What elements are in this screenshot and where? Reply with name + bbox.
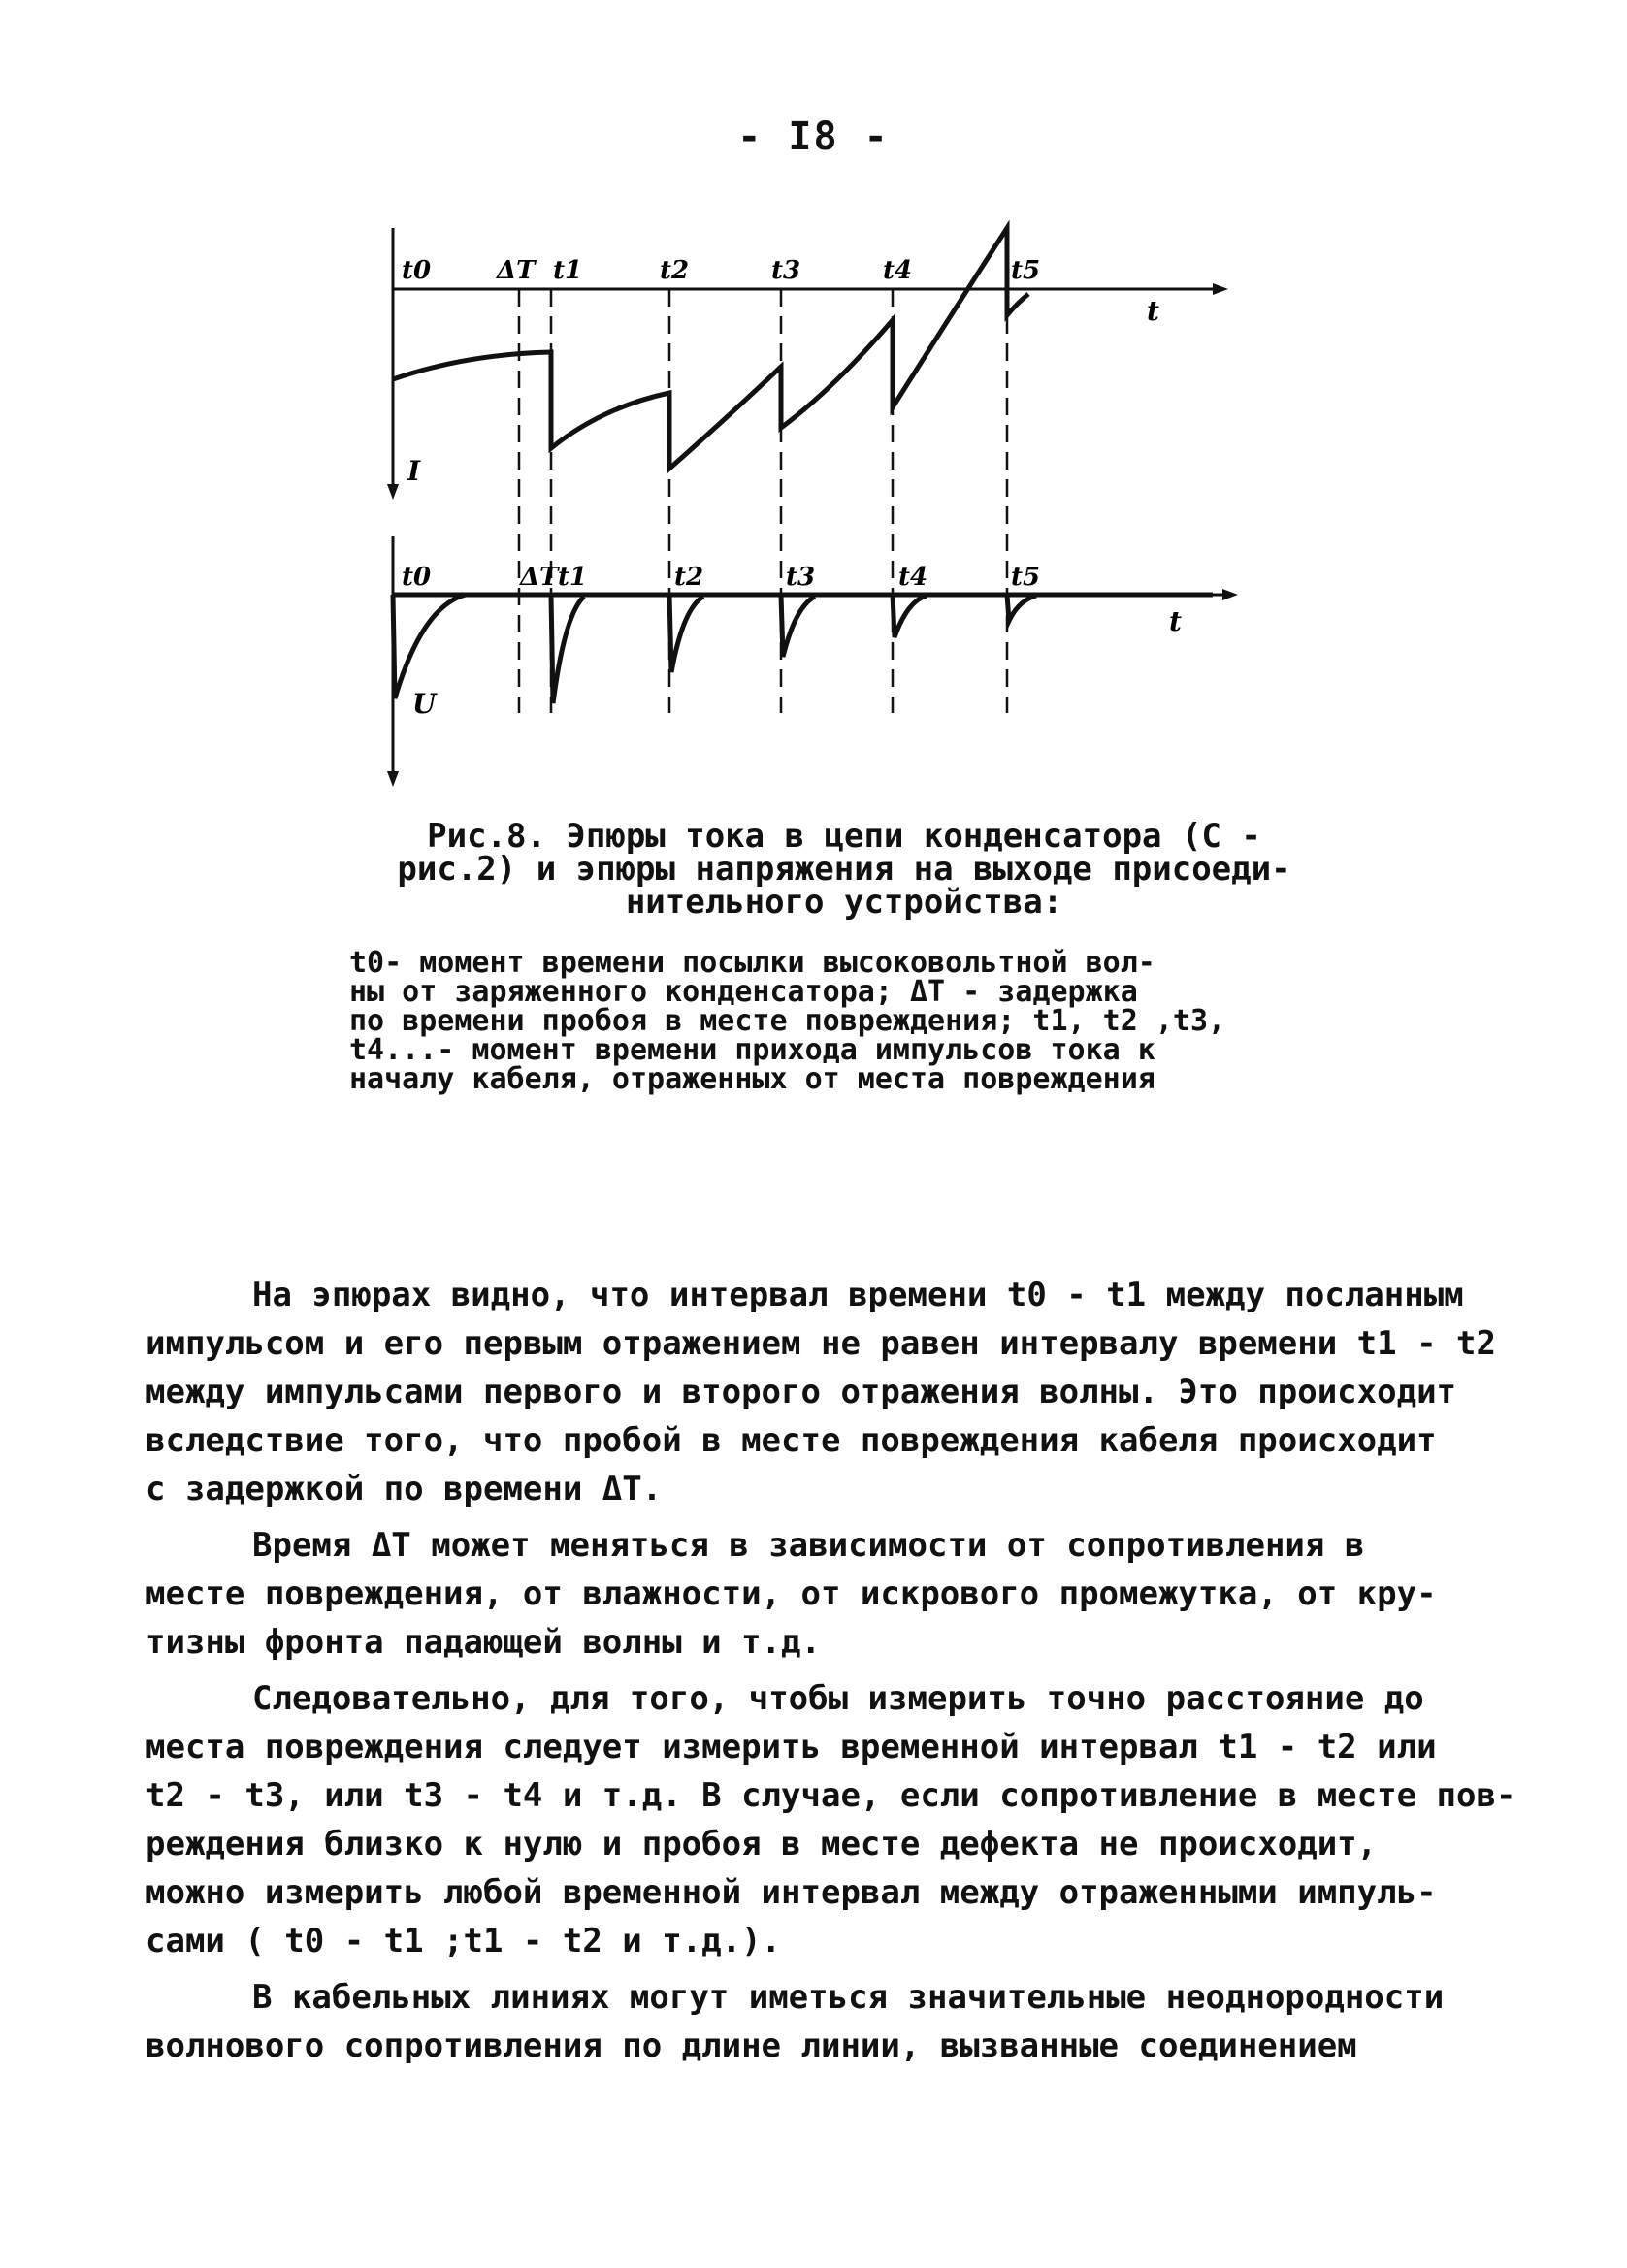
body-line: Следовательно, для того, чтобы измерить точно расстояние до [252,1679,1424,1718]
lower-label-t4: t4 [898,563,928,592]
caption-title-line: нительного устройства: [625,883,1063,922]
current-waveform [393,228,1028,469]
upper-label-t0: t0 [402,256,432,285]
body-line: места повреждения следует измерить временной интервал t1 - t2 или [146,1728,1437,1766]
legend-line: t4...- момент времени прихода импульсов тока к [349,1033,1155,1067]
lower-label-dt: ΔT [520,563,559,592]
voltage-pulse-t2 [669,595,703,672]
body-line: В кабельных линиях могут иметься значительные неоднородности [252,1978,1445,2017]
body-line: импульсом и его первым отражением не равен интервалу времени t1 - t2 [146,1324,1496,1363]
upper-time-arrow [1213,283,1228,295]
lower-time-arrow [1222,589,1238,600]
caption-title-line: рис.2) и эпюры напряжения на выходе присоеди- [397,850,1291,889]
voltage-pulse-t5 [1007,595,1036,621]
lower-label-t0: t0 [402,563,432,592]
upper-current-diagram [387,228,1228,713]
lower-voltage-diagram [387,536,1238,787]
lower-label-t5: t5 [1011,563,1041,592]
voltage-pulse-t1 [551,595,584,703]
upper-label-dt: ΔT [497,256,536,285]
body-line: между импульсами первого и второго отражения волны. Это происходит [146,1373,1457,1411]
body-line: Время ΔT может меняться в зависимости от сопротивления в [252,1526,1365,1565]
body-line: можно измерить любой временной интервал между отраженными импуль- [146,1873,1437,1912]
lower-label-t3: t3 [786,563,816,592]
body-line: с задержкой по времени ΔT. [146,1470,663,1508]
upper-dashed-markers [519,289,1007,713]
body-line: реждения близко к нулю и пробоя в месте дефекта не происходит, [146,1825,1378,1863]
upper-label-t4: t4 [883,256,913,285]
upper-label-t5: t5 [1011,256,1041,285]
caption-title [349,817,1339,922]
caption-legend [349,946,1319,1096]
figure-caption [349,817,1339,922]
body-line: сами ( t0 - t1 ;t1 - t2 и т.д.). [146,1922,782,1960]
legend-line: ны от заряженного конденсатора; ΔT - задержка [349,975,1138,1009]
body-line: волнового сопротивления по длине линии, вызванные соединением [146,2026,1357,2065]
lower-label-t2: t2 [674,563,704,592]
voltage-axis-arrow [387,771,399,787]
upper-label-t1: t1 [553,256,583,285]
legend-line: по времени пробоя в месте повреждения; t1, t2 ,t3, [349,1004,1226,1038]
upper-label-t3: t3 [771,256,801,285]
voltage-pulse-t0 [393,595,466,698]
body-text [146,1271,1516,2070]
upper-axis-t-label: t [1147,295,1159,327]
voltage-axis-label: U [412,688,437,720]
body-line: На эпюрах видно, что интервал времени t0 - t1 между посланным [252,1276,1464,1314]
lower-label-t1: t1 [558,563,588,592]
caption-title-line: Рис.8. Эпюры тока в цепи конденсатора (С - [427,817,1261,856]
current-axis-label: I [407,455,421,487]
legend-line: началу кабеля, отраженных от места повреждения [349,1062,1155,1096]
legend-line: t0- момент времени посылки высоковольтной вол- [349,946,1155,980]
upper-label-t2: t2 [660,256,690,285]
voltage-pulse-t4 [893,595,927,637]
body-line: t2 - t3, или t3 - t4 и т.д. В случае, если сопротивление в месте пов- [146,1776,1516,1815]
waveform-figure [359,209,1252,791]
body-line: тизны фронта падающей волны и т.д. [146,1623,821,1662]
voltage-pulse-t3 [781,595,815,657]
body-line: вследствие того, что пробой в месте повреждения кабеля происходит [146,1421,1437,1460]
page-number: - I8 - [737,114,890,159]
body-line: месте повреждения, от влажности, от искрового промежутка, от кру- [146,1574,1437,1613]
current-axis-arrow [387,484,399,500]
lower-axis-t-label: t [1169,605,1182,637]
